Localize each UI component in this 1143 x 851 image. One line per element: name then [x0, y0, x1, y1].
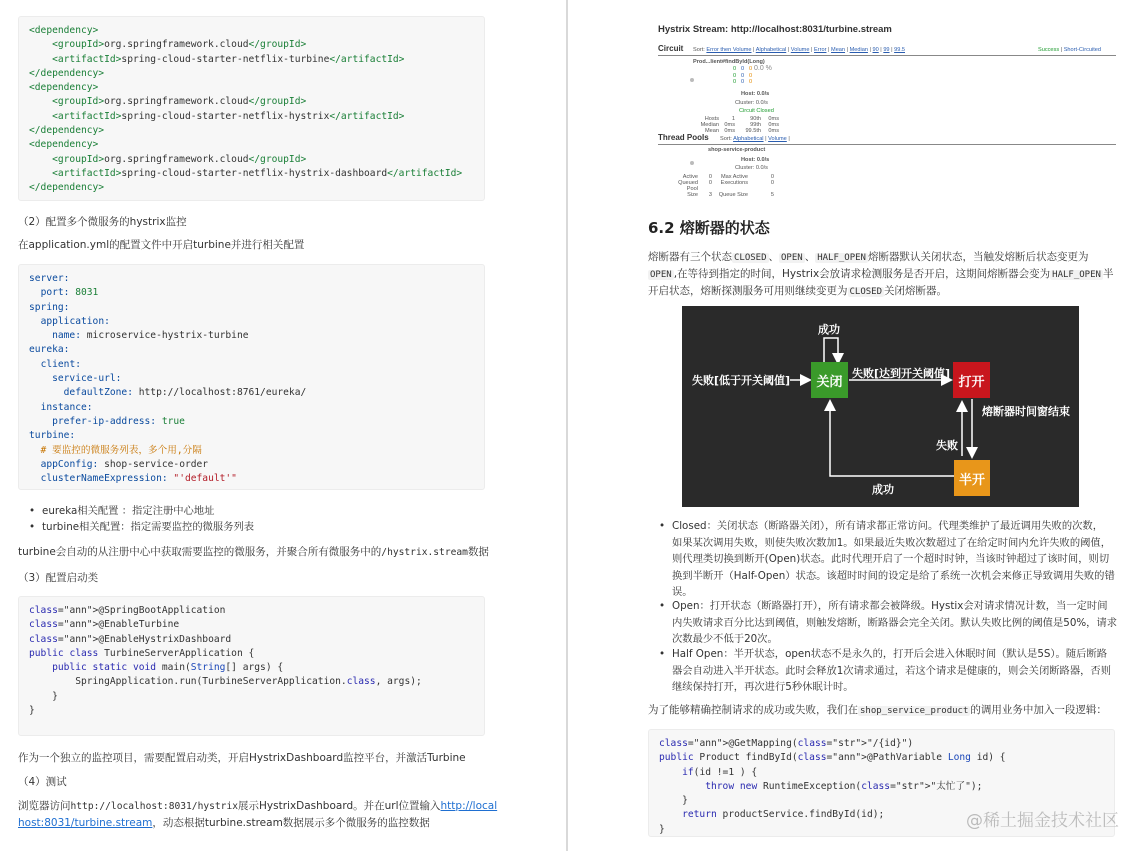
code-line: <dependency>	[29, 25, 99, 36]
label-time-window-end: 熔断器时间窗结束	[982, 405, 1070, 418]
count: 0	[741, 66, 745, 72]
thread-pools-sort-bar: Sort: Alphabetical | Volume |	[720, 136, 790, 142]
code-line: prefer-ip-address: true	[52, 415, 185, 427]
label-success-top: 成功	[818, 323, 840, 336]
pool-row: Queued 0 Executions 0	[678, 180, 774, 186]
sort-option[interactable]: Error then Volume	[706, 47, 752, 53]
code-line: throw new RuntimeException(class="str">"太忙了");	[705, 780, 983, 792]
pool-stats	[676, 174, 774, 198]
para1-line2: OPEN ,在等待到指定的时间，Hystrix会放请求检测服务是否开启，这期间熔断器会变为 HALF_OPEN 半	[650, 268, 1114, 280]
sort-option[interactable]: Alphabetical	[755, 47, 787, 53]
circuit-label: Circuit	[658, 44, 684, 53]
step4-line1: 浏览器访问http://localhost:8031/hystrix展示HystrixDashboard。并在url位置输入http://local	[18, 800, 498, 812]
sort-option[interactable]: 99	[883, 47, 890, 53]
count: 0	[733, 66, 737, 72]
sort-option[interactable]: 90	[872, 47, 879, 53]
bullet-eureka: • eureka相关配置 ：指定注册中心地址	[42, 503, 214, 520]
code-line: server:	[29, 273, 70, 284]
arrow-success-self-loop	[824, 338, 838, 362]
circuit-cluster-rate: Cluster: 0.0/s	[735, 100, 768, 106]
maven-dependencies-code	[18, 16, 485, 201]
code-line: public class TurbineServerApplication {	[29, 647, 255, 659]
code-line: </dependency>	[29, 125, 105, 137]
turbine-stream-link-part1[interactable]: http://local	[440, 800, 498, 812]
code-line: <artifactId>spring-cloud-starter-netflix-turbine</artifactId>	[52, 53, 405, 65]
circuit-legend: Success | Short-Circuited	[1038, 47, 1102, 53]
circuit-health-dot	[690, 78, 694, 82]
turbine-stream-link-part2[interactable]: host:8031/turbine.stream	[18, 817, 153, 829]
step3-desc: 作为一个独立的监控项目，需要配置启动类，开启HystrixDashboard监控平台，并激活Turbine	[18, 752, 466, 764]
sort-option[interactable]: Median	[849, 47, 868, 53]
code-line: if(id !=1 ) {	[682, 766, 758, 778]
step4-line2: host:8031/turbine.stream，动态根据turbine.stream数据展示多个微服务的监控数据	[18, 817, 430, 829]
code-line: port: 8031	[40, 287, 99, 299]
startup-class-code	[18, 596, 485, 736]
label-fail-reach-threshold: 失败[达到开关阈值]	[852, 367, 951, 380]
code-line: }	[29, 690, 58, 702]
circuit-sort-bar: Sort: Error then Volume | Alphabetical | Volume | Error | Mean | Median | 90 | 99 | 99.5	[693, 47, 905, 53]
code-line: SpringApplication.run(TurbineServerApplication.class, args);	[29, 676, 422, 688]
sort-option[interactable]: Error	[814, 47, 827, 53]
count: 0	[749, 72, 753, 79]
count: 0	[733, 79, 737, 85]
state-bullet: • Half Open：半开状态，open状态不是永久的，打开后会进入休眠时间（默认是5S）。随后断路 器会自动进入半开状态。此时会释放1次请求通过，若这个请求是健康的，则会关闭断路器，否则 继续保持打开，再次进行5秒休眠计时。	[672, 646, 1111, 696]
circuit-name: Prod...lient#findById(Long)	[693, 59, 765, 65]
circuit-latency-stats	[693, 116, 779, 134]
sort-option[interactable]: 99.5	[894, 47, 905, 53]
circuit-host-rate: Host: 0.0/s	[741, 91, 770, 97]
circuit-short-counts	[741, 66, 744, 86]
pool-name: shop-service-product	[708, 147, 766, 153]
step3-title: （3）配置启动类	[18, 572, 99, 584]
code-line: application:	[40, 315, 110, 327]
code-line: class="ann">@SpringBootApplication	[29, 605, 226, 616]
para1-line3: 开启状态，熔断探测服务可用则继续变更为 CLOSED 关闭熔断器。	[648, 285, 948, 297]
code-line: <dependency>	[29, 139, 99, 151]
pool-health-dot	[690, 161, 694, 165]
code-line: turbine:	[29, 430, 76, 442]
code-line: appConfig: shop-service-order	[40, 458, 209, 470]
pool-row: Pool Size 3 Queue Size 5	[686, 186, 774, 198]
code-line: public static void main(String[] args) {	[52, 662, 284, 674]
code-line: </dependency>	[29, 182, 105, 194]
circuit-rule	[658, 55, 1116, 56]
code-line: client:	[40, 358, 81, 370]
code-line: name: microservice-hystrix-turbine	[52, 330, 249, 342]
code-line: class="ann">@EnableHystrixDashboard	[29, 633, 232, 645]
pool-sort-option[interactable]: Volume	[768, 136, 787, 142]
stat-row: Mean 0ms 99.5th 0ms	[705, 128, 779, 134]
code-line: class="ann">@GetMapping(class="str">"/{id}")	[659, 738, 914, 749]
code-line: clusterNameExpression: "'default'"	[40, 473, 237, 485]
state-open-box: 打开	[953, 362, 990, 398]
code-line: </dependency>	[29, 67, 105, 79]
section-title: 6.2 熔断器的状态	[648, 219, 770, 237]
code-line: }	[29, 705, 35, 717]
code-line: defaultZone: http://localhost:8761/eureka/	[63, 387, 307, 399]
stat-row: Median 0ms 99th 0ms	[700, 122, 779, 128]
state-closed-box: 关闭	[811, 362, 848, 398]
count: 0	[741, 79, 745, 85]
code-line: class="ann">@EnableTurbine	[29, 619, 180, 631]
state-half-open-box: 半开	[954, 460, 990, 496]
sort-option[interactable]: Volume	[790, 47, 810, 53]
circuit-success-counts	[733, 66, 736, 86]
state-bullet: • Closed：关闭状态（断路器关闭），所有请求都正常访问。代理类维护了最近调用失败的次数， 如果某次调用失败，则使失败次数加1。如果最近失败次数超过了在给定时间内允许失败的阈值， 则代理类切换到断开(Open)状态。此时代理开启了一个超时时钟，当该时钟超过了该时间，则切 换到半断开（Half-Open）状态。该超时时间的设定是给了系统一次机会来修正导致调用失败的错 误。	[672, 518, 1115, 601]
code-line: <artifactId>spring-cloud-starter-netflix-hystrix-dashboard</artifactId>	[52, 167, 463, 179]
bullet-turbine: • turbine相关配置：指定需要监控的微服务列表	[42, 519, 254, 536]
circuit-timeout-counts	[749, 66, 752, 86]
code-line: # 要监控的微服务列表，多个用,分隔	[29, 444, 202, 456]
pool-sort-option[interactable]: Alphabetical	[733, 136, 764, 142]
code-line: spring:	[29, 301, 70, 313]
code-line: <groupId>org.springframework.cloud</groupId>	[52, 39, 307, 51]
stat-row: Hosts 1 90th 0ms	[704, 116, 779, 122]
code-line: eureka:	[29, 344, 70, 356]
code-line: instance:	[40, 401, 93, 413]
count: 0	[733, 72, 737, 79]
step4-title: （4）测试	[18, 776, 67, 788]
circuit-breaker-state-diagram	[682, 306, 1079, 507]
para1-line1: 熔断器有三个状态 CLOSED 、 OPEN 、 HALF_OPEN 熔断器默认关闭状态，当触发熔断后状态变更为	[648, 251, 1089, 263]
label-fail: 失败	[936, 439, 958, 452]
hystrix-stream-title: Hystrix Stream: http://localhost:8031/turbine.stream	[658, 24, 892, 35]
code-line: <artifactId>spring-cloud-starter-netflix-hystrix</artifactId>	[52, 110, 405, 122]
pool-host-rate: Host: 0.0/s	[741, 157, 770, 163]
code-line: <groupId>org.springframework.cloud</groupId>	[52, 96, 307, 108]
step2-title: （2）配置多个微服务的hystrix监控	[18, 216, 187, 228]
application-yml-code	[18, 264, 485, 490]
label-fail-low-threshold: 失败[低于开关阈值]	[692, 374, 791, 387]
code-line: service-url:	[52, 373, 122, 385]
label-success-bottom: 成功	[872, 483, 894, 496]
code-line: }	[659, 823, 665, 835]
count: 0	[749, 79, 753, 85]
thread-pools-label: Thread Pools	[658, 133, 709, 142]
para2: 为了能够精确控制请求的成功或失败，我们在 shop_service_product 的调用业务中加入一段逻辑：	[648, 704, 1107, 716]
code-line: return productService.findById(id);	[682, 809, 885, 821]
code-line: <dependency>	[29, 82, 99, 94]
pool-row: Active 0 Max Active 0	[682, 174, 774, 180]
thread-pools-rule	[658, 144, 1116, 145]
sort-option[interactable]: Mean	[831, 47, 846, 53]
code-line: <groupId>org.springframework.cloud</groupId>	[52, 153, 307, 165]
pool-cluster-rate: Cluster: 0.0/s	[735, 165, 768, 171]
circuit-error-pct: 0.0 %	[754, 65, 772, 72]
step2-desc: 在application.yml的配置文件中开启turbine并进行相关配置	[18, 239, 305, 251]
code-line: public Product findById(class="ann">@PathVariable Long id) {	[659, 752, 1006, 764]
count: 0	[749, 66, 753, 72]
code-line: }	[659, 795, 688, 807]
watermark: @稀土掘金技术社区	[966, 811, 1119, 831]
count: 0	[741, 72, 745, 79]
state-bullet: • Open：打开状态（断路器打开），所有请求都会被降级。Hystix会对请求情况计数，当一定时间 内失败请求百分比达到阈值，则触发熔断，断路器会完全关闭。默认失败比例的阈值是50%，请求 次数最少不低于20次。	[672, 598, 1117, 648]
turbine-desc: turbine会自动的从注册中心中获取需要监控的微服务，并聚合所有微服务中的/hystrix.stream数据	[18, 546, 489, 558]
circuit-state: Circuit Closed	[739, 108, 774, 114]
